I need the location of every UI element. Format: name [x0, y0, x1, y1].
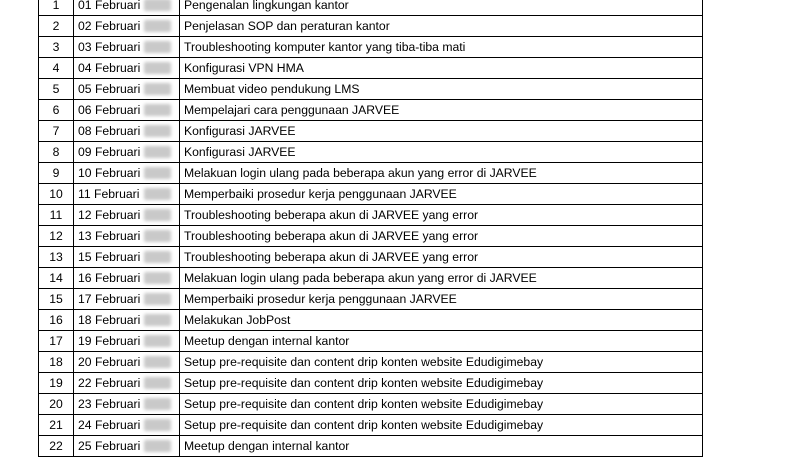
row-activity: Membuat video pendukung LMS — [180, 79, 703, 100]
row-date-text: 01 Februari — [78, 0, 141, 12]
row-date-text: 02 Februari — [78, 19, 141, 33]
table-row — [39, 310, 703, 331]
table-row — [39, 394, 703, 415]
row-date-text: 23 Februari — [78, 397, 141, 411]
row-date — [74, 415, 180, 436]
table-row — [39, 268, 703, 289]
table-row — [39, 37, 703, 58]
row-number: 17 — [39, 331, 74, 352]
redacted-year-blur — [144, 377, 171, 389]
row-date-text: 06 Februari — [78, 103, 141, 117]
row-date-text: 05 Februari — [78, 82, 141, 96]
redacted-year-blur — [144, 167, 171, 179]
row-activity: Troubleshooting komputer kantor yang tiba-tiba mati — [180, 37, 703, 58]
row-date-text: 08 Februari — [78, 124, 141, 138]
row-date-text: 09 Februari — [78, 145, 141, 159]
redacted-year-blur — [144, 314, 171, 326]
row-activity: Setup pre-requisite dan content drip konten website Edudigimebay — [180, 415, 703, 436]
row-date-text: 25 Februari — [78, 439, 141, 453]
table-row — [39, 415, 703, 436]
row-number: 13 — [39, 247, 74, 268]
row-date — [74, 310, 180, 331]
row-date-text: 04 Februari — [78, 61, 141, 75]
table-row — [39, 352, 703, 373]
row-number: 18 — [39, 352, 74, 373]
row-activity: Melakuan login ulang pada beberapa akun yang error di JARVEE — [180, 163, 703, 184]
row-date — [74, 37, 180, 58]
row-activity: Melakuan login ulang pada beberapa akun yang error di JARVEE — [180, 268, 703, 289]
redacted-year-blur — [144, 335, 171, 347]
table-row — [39, 121, 703, 142]
redacted-year-blur — [144, 41, 171, 53]
row-date-text: 11 Februari — [78, 187, 140, 201]
redacted-year-blur — [144, 293, 171, 305]
row-number: 2 — [39, 16, 74, 37]
table-row — [39, 100, 703, 121]
row-date — [74, 163, 180, 184]
row-number: 21 — [39, 415, 74, 436]
table-row — [39, 16, 703, 37]
row-activity: Melakukan JobPost — [180, 310, 703, 331]
row-date — [74, 142, 180, 163]
row-date-text: 22 Februari — [78, 376, 141, 390]
row-date — [74, 16, 180, 37]
row-date — [74, 0, 180, 16]
row-number: 6 — [39, 100, 74, 121]
table-row — [39, 226, 703, 247]
table-row — [39, 163, 703, 184]
row-activity: Troubleshooting beberapa akun di JARVEE yang error — [180, 247, 703, 268]
row-date-text: 15 Februari — [78, 250, 141, 264]
redacted-year-blur — [144, 230, 171, 242]
row-number: 8 — [39, 142, 74, 163]
row-date-text: 24 Februari — [78, 418, 141, 432]
row-activity: Konfigurasi JARVEE — [180, 142, 703, 163]
row-number: 20 — [39, 394, 74, 415]
row-date-text: 17 Februari — [78, 292, 141, 306]
row-activity: Setup pre-requisite dan content drip konten website Edudigimebay — [180, 373, 703, 394]
table-row — [39, 205, 703, 226]
table-row — [39, 331, 703, 352]
redacted-year-blur — [144, 104, 171, 116]
row-number: 14 — [39, 268, 74, 289]
row-date — [74, 184, 180, 205]
table-row — [39, 58, 703, 79]
row-date-text: 19 Februari — [78, 334, 141, 348]
redacted-year-blur — [144, 125, 171, 137]
row-date-text: 18 Februari — [78, 313, 141, 327]
row-date-text: 13 Februari — [78, 229, 141, 243]
row-activity: Setup pre-requisite dan content drip konten website Edudigimebay — [180, 394, 703, 415]
row-number: 5 — [39, 79, 74, 100]
redacted-year-blur — [144, 62, 171, 74]
redacted-year-blur — [144, 0, 171, 11]
row-activity: Setup pre-requisite dan content drip konten website Edudigimebay — [180, 352, 703, 373]
row-activity: Meetup dengan internal kantor — [180, 436, 703, 457]
row-activity: Penjelasan SOP dan peraturan kantor — [180, 16, 703, 37]
table-row — [39, 247, 703, 268]
row-date — [74, 331, 180, 352]
redacted-year-blur — [144, 419, 171, 431]
row-date — [74, 436, 180, 457]
table-row — [39, 0, 703, 16]
redacted-year-blur — [144, 188, 171, 200]
redacted-year-blur — [144, 440, 171, 452]
row-date — [74, 394, 180, 415]
row-number: 9 — [39, 163, 74, 184]
row-activity: Konfigurasi JARVEE — [180, 121, 703, 142]
redacted-year-blur — [144, 398, 171, 410]
row-date — [74, 79, 180, 100]
row-number: 7 — [39, 121, 74, 142]
redacted-year-blur — [144, 146, 171, 158]
table-row — [39, 436, 703, 457]
row-date — [74, 289, 180, 310]
row-number: 16 — [39, 310, 74, 331]
row-date-text: 20 Februari — [78, 355, 141, 369]
redacted-year-blur — [144, 83, 171, 95]
row-date — [74, 247, 180, 268]
row-date — [74, 373, 180, 394]
table-row — [39, 373, 703, 394]
row-date — [74, 268, 180, 289]
row-number: 15 — [39, 289, 74, 310]
redacted-year-blur — [144, 251, 171, 263]
row-date — [74, 121, 180, 142]
table-row — [39, 79, 703, 100]
row-activity: Pengenalan lingkungan kantor — [180, 0, 703, 16]
table-row — [39, 184, 703, 205]
row-number: 12 — [39, 226, 74, 247]
row-activity: Memperbaiki prosedur kerja penggunaan JARVEE — [180, 184, 703, 205]
row-activity: Memperbaiki prosedur kerja penggunaan JARVEE — [180, 289, 703, 310]
row-number: 22 — [39, 436, 74, 457]
row-date-text: 12 Februari — [78, 208, 141, 222]
row-date — [74, 226, 180, 247]
row-number: 1 — [39, 0, 74, 16]
row-number: 3 — [39, 37, 74, 58]
row-date-text: 03 Februari — [78, 40, 141, 54]
row-date — [74, 100, 180, 121]
row-activity: Meetup dengan internal kantor — [180, 331, 703, 352]
redacted-year-blur — [144, 356, 171, 368]
redacted-year-blur — [144, 20, 171, 32]
row-activity: Troubleshooting beberapa akun di JARVEE yang error — [180, 205, 703, 226]
row-number: 10 — [39, 184, 74, 205]
row-date-text: 16 Februari — [78, 271, 141, 285]
row-date — [74, 205, 180, 226]
row-activity: Troubleshooting beberapa akun di JARVEE yang error — [180, 226, 703, 247]
table-row — [39, 289, 703, 310]
row-number: 4 — [39, 58, 74, 79]
row-date — [74, 352, 180, 373]
redacted-year-blur — [144, 209, 171, 221]
activity-log-table — [38, 0, 703, 457]
redacted-year-blur — [144, 272, 171, 284]
row-date — [74, 58, 180, 79]
table-body — [39, 0, 703, 457]
row-number: 11 — [39, 205, 74, 226]
table-row — [39, 142, 703, 163]
activity-log-sheet — [38, 0, 703, 457]
row-number: 19 — [39, 373, 74, 394]
row-date-text: 10 Februari — [78, 166, 141, 180]
row-activity: Konfigurasi VPN HMA — [180, 58, 703, 79]
row-activity: Mempelajari cara penggunaan JARVEE — [180, 100, 703, 121]
